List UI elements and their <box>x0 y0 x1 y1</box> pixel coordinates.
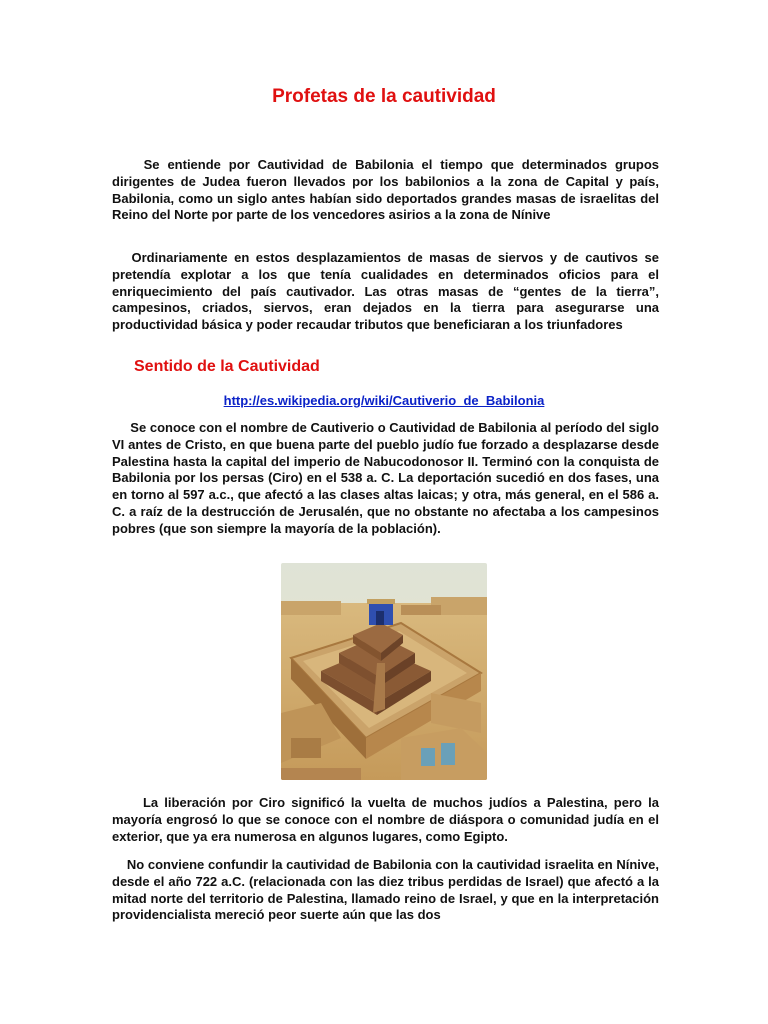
section-title: Sentido de la Cautividad <box>134 358 320 375</box>
section-paragraph-3: No conviene confundir la cautividad de Babilonia con la cautividad israelita en Nínive, desde el año 722 a.C. (relacionada con las diez tribus perdidas de Israel) que afectó a la mitad norte del territorio de Palestina, llamado reino de Israel, y que en la interpretación providencialista mereció peor suerte aún que las dos <box>112 857 663 923</box>
section-paragraph-2: La liberación por Ciro significó la vuelta de muchos judíos a Palestina, pero la mayoría engrosó lo que se conoce con el nombre de diáspora o comunidad judía en el exterior, que ya era numerosa en algunos lugares, como Egipto. <box>112 795 663 844</box>
intro-paragraph-2: Ordinariamente en estos desplazamientos de masas de siervos y de cautivos se pretendía explotar a los que tenía cualidades en determinados oficios para el enriquecimiento del país cautivador. Las otras masas de “gentes de la tierra”, campesinos, criados, siervos, eran dejados en la tierra para asegurarse una productividad básica y poder recaudar tributos que beneficiaran a los triunfadores <box>112 250 663 333</box>
page-title: Profetas de la cautividad <box>272 86 496 107</box>
reference-link-container <box>0 393 768 408</box>
wikipedia-link[interactable]: http://es.wikipedia.org/wiki/Cautiverio_de_Babilonia <box>223 393 545 408</box>
ziggurat-illustration <box>281 563 487 780</box>
intro-paragraph-1: Se entiende por Cautividad de Babilonia el tiempo que determinados grupos dirigentes de Judea fueron llevados por los babilonios a la zona de Capital y país, Babilonia, como un siglo antes habían sido deportados grandes masas de israelitas del Reino del Norte por parte de los vencedores asirios a la zona de Nínive <box>112 157 663 223</box>
section-paragraph-1: Se conoce con el nombre de Cautiverio o Cautividad de Babilonia al período del siglo VI antes de Cristo, en que buena parte del pueblo judío fue forzado a desplazarse desde Palestina hasta la capital del imperio de Nabucodonosor II. Terminó con la conquista de Babilonia por los persas (Ciro) en el 538 a. C. La deportación sucedió en dos fases, una en torno al 597 a.c., que afectó a las clases altas laicas; y otra, más general, en el 586 a. C. a raíz de la destrucción de Jerusalén, que no obstante no afectaba a los campesinos pobres (que son siempre la mayoría de la población). <box>112 420 663 536</box>
